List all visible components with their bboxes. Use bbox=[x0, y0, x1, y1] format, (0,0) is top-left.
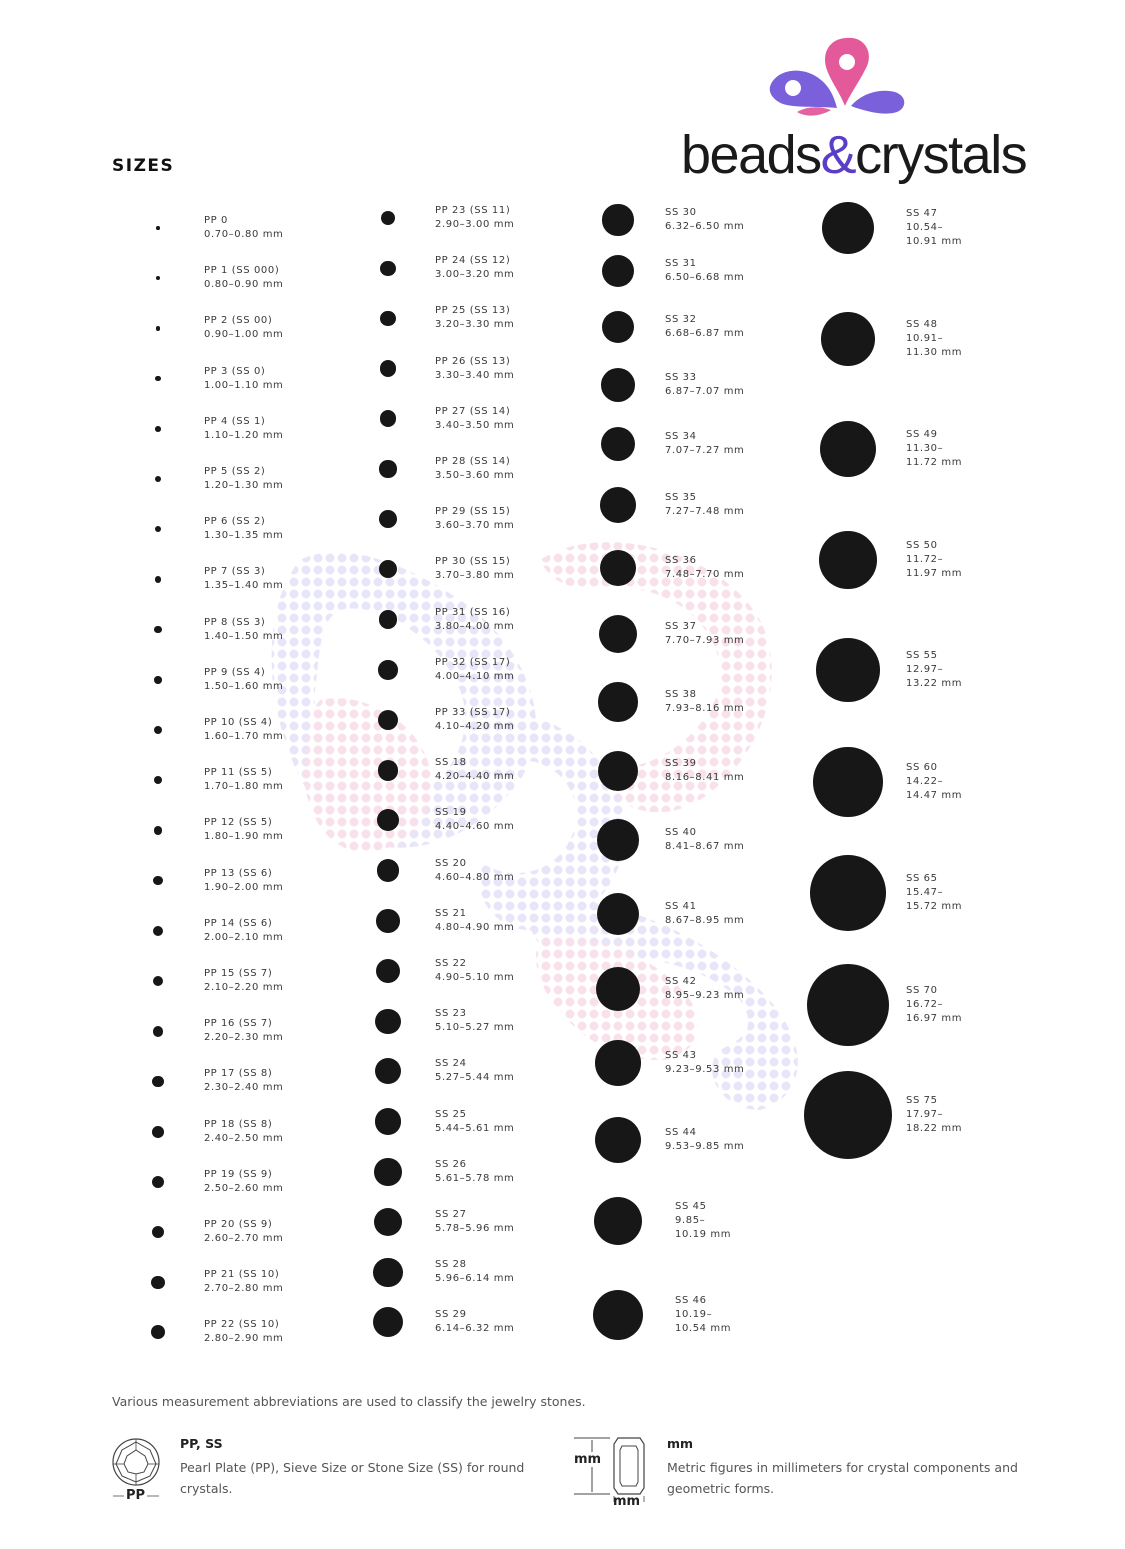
size-range: 9.85– bbox=[675, 1215, 706, 1226]
size-dot bbox=[807, 964, 889, 1046]
size-code: PP 25 (SS 13) bbox=[435, 305, 511, 317]
size-dot bbox=[156, 326, 161, 331]
size-dot bbox=[153, 876, 162, 885]
size-dot bbox=[599, 615, 637, 653]
size-range: 11.72 mm bbox=[906, 457, 963, 468]
size-range: 3.80–4.00 mm bbox=[435, 620, 515, 632]
size-label bbox=[435, 505, 514, 533]
size-label bbox=[204, 716, 283, 744]
size-code: SS 44 bbox=[665, 1127, 697, 1138]
size-label bbox=[906, 649, 962, 691]
size-dot bbox=[374, 1158, 402, 1186]
legend-pp-ss bbox=[180, 1436, 524, 1499]
size-label bbox=[204, 365, 283, 393]
size-dot bbox=[598, 682, 637, 721]
size-range: 3.00–3.20 mm bbox=[435, 269, 515, 281]
size-code: PP 6 (SS 2) bbox=[204, 516, 266, 528]
size-code: PP 9 (SS 4) bbox=[204, 666, 266, 678]
size-code: SS 20 bbox=[435, 857, 467, 869]
brand-logo bbox=[675, 30, 1027, 200]
size-code: SS 75 bbox=[906, 1095, 938, 1106]
size-label bbox=[435, 355, 514, 383]
size-label bbox=[906, 872, 962, 914]
size-range: 4.20–4.40 mm bbox=[435, 771, 515, 783]
size-range: 18.22 mm bbox=[906, 1123, 963, 1134]
size-dot bbox=[375, 1108, 402, 1135]
size-code: PP 11 (SS 5) bbox=[204, 767, 273, 779]
size-dot bbox=[373, 1258, 402, 1287]
size-label bbox=[204, 415, 283, 443]
size-label bbox=[665, 900, 744, 928]
size-label bbox=[665, 313, 744, 341]
size-label bbox=[204, 666, 283, 694]
size-label bbox=[204, 314, 283, 342]
size-code: SS 34 bbox=[665, 431, 697, 442]
size-label bbox=[665, 826, 744, 854]
size-code: PP 18 (SS 8) bbox=[204, 1118, 273, 1130]
size-code: PP 21 (SS 10) bbox=[204, 1269, 280, 1281]
page-title: SIZES bbox=[112, 156, 175, 176]
size-range: 3.60–3.70 mm bbox=[435, 520, 515, 532]
size-range: 1.40–1.50 mm bbox=[204, 630, 284, 642]
size-label bbox=[675, 1294, 731, 1336]
legend-mm-title: mm bbox=[667, 1436, 694, 1451]
size-label bbox=[435, 1108, 514, 1136]
size-label bbox=[906, 761, 962, 803]
size-dot bbox=[155, 376, 160, 381]
size-label bbox=[204, 1318, 283, 1346]
size-code: SS 49 bbox=[906, 429, 938, 440]
size-code: PP 33 (SS 17) bbox=[435, 707, 511, 718]
size-code: PP 24 (SS 12) bbox=[435, 255, 511, 267]
size-label bbox=[204, 565, 283, 593]
size-range: 5.27–5.44 mm bbox=[435, 1072, 515, 1084]
size-dot bbox=[602, 255, 634, 287]
size-range: 7.27–7.48 mm bbox=[665, 506, 745, 517]
size-range: 9.23–9.53 mm bbox=[665, 1064, 745, 1075]
size-label bbox=[435, 606, 514, 634]
size-label bbox=[204, 1067, 283, 1095]
size-label bbox=[435, 907, 514, 935]
size-code: SS 24 bbox=[435, 1058, 467, 1070]
size-dot bbox=[819, 531, 876, 588]
size-code: SS 33 bbox=[665, 372, 697, 383]
size-range: 2.40–2.50 mm bbox=[204, 1132, 284, 1144]
size-range: 3.50–3.60 mm bbox=[435, 470, 515, 481]
size-range: 7.48–7.70 mm bbox=[665, 569, 745, 580]
size-dot bbox=[152, 1176, 164, 1188]
size-range: 5.61–5.78 mm bbox=[435, 1172, 515, 1184]
size-code: PP 1 (SS 000) bbox=[204, 265, 280, 277]
size-label bbox=[665, 371, 744, 399]
size-dot bbox=[153, 926, 163, 936]
size-dot bbox=[813, 747, 883, 817]
size-range: 3.40–3.50 mm bbox=[435, 419, 515, 431]
size-range: 4.90–5.10 mm bbox=[435, 972, 515, 983]
size-range: 8.95–9.23 mm bbox=[665, 990, 745, 1001]
size-range: 6.87–7.07 mm bbox=[665, 386, 745, 397]
size-range: 1.50–1.60 mm bbox=[204, 680, 284, 692]
size-code: SS 48 bbox=[906, 319, 938, 330]
size-code: SS 26 bbox=[435, 1158, 467, 1170]
size-range: 0.80–0.90 mm bbox=[204, 279, 284, 291]
size-code: SS 19 bbox=[435, 807, 467, 819]
size-range: 11.72– bbox=[906, 554, 944, 565]
legend-mm-text: Metric figures in millimeters for crystal components and geometric forms. bbox=[667, 1460, 1018, 1496]
size-dot bbox=[820, 421, 876, 477]
measurement-note: Various measurement abbreviations are used to classify the jewelry stones. bbox=[112, 1394, 586, 1409]
size-code: SS 39 bbox=[665, 758, 697, 769]
size-range: 7.93–8.16 mm bbox=[665, 703, 745, 714]
size-label bbox=[204, 214, 283, 242]
size-code: PP 28 (SS 14) bbox=[435, 456, 511, 467]
size-label bbox=[435, 455, 514, 483]
butterfly-logo-icon bbox=[675, 30, 1005, 130]
size-code: SS 55 bbox=[906, 650, 938, 661]
size-code: PP 13 (SS 6) bbox=[204, 867, 273, 879]
size-label bbox=[906, 1094, 962, 1136]
size-code: SS 25 bbox=[435, 1108, 467, 1120]
size-label bbox=[906, 207, 962, 249]
size-code: SS 22 bbox=[435, 958, 467, 969]
size-label bbox=[435, 1258, 514, 1286]
size-label bbox=[435, 706, 514, 734]
size-range: 10.19 mm bbox=[675, 1229, 732, 1240]
size-dot bbox=[378, 710, 398, 730]
size-range: 4.40–4.60 mm bbox=[435, 821, 515, 833]
size-label bbox=[435, 204, 514, 232]
size-label bbox=[665, 975, 744, 1003]
size-label bbox=[435, 555, 514, 583]
size-dot bbox=[154, 626, 161, 633]
size-code: SS 38 bbox=[665, 689, 697, 700]
size-dot bbox=[375, 1009, 400, 1034]
size-label bbox=[906, 318, 962, 360]
size-code: SS 65 bbox=[906, 873, 938, 884]
size-code: PP 8 (SS 3) bbox=[204, 616, 266, 628]
size-dot bbox=[378, 760, 399, 781]
size-dot bbox=[598, 751, 638, 791]
size-code: SS 40 bbox=[665, 827, 697, 838]
size-label bbox=[435, 957, 514, 985]
size-range: 11.97 mm bbox=[906, 568, 963, 579]
size-range: 4.80–4.90 mm bbox=[435, 921, 515, 933]
size-code: SS 60 bbox=[906, 762, 938, 773]
size-range: 5.78–5.96 mm bbox=[435, 1223, 515, 1234]
size-range: 16.72– bbox=[906, 999, 944, 1010]
size-code: PP 19 (SS 9) bbox=[204, 1168, 273, 1180]
size-code: PP 0 bbox=[204, 215, 229, 226]
size-label bbox=[204, 616, 283, 644]
size-dot bbox=[380, 311, 396, 327]
size-dot bbox=[155, 476, 161, 482]
size-range: 15.47– bbox=[906, 887, 944, 898]
size-range: 5.44–5.61 mm bbox=[435, 1122, 515, 1134]
size-dot bbox=[152, 1126, 164, 1138]
size-label bbox=[204, 867, 283, 895]
size-dot bbox=[596, 967, 640, 1011]
size-code: PP 26 (SS 13) bbox=[435, 355, 511, 367]
size-range: 1.10–1.20 mm bbox=[204, 429, 284, 441]
size-code: PP 10 (SS 4) bbox=[204, 717, 273, 728]
size-range: 10.54– bbox=[906, 222, 944, 233]
size-code: SS 41 bbox=[665, 901, 697, 912]
size-dot bbox=[601, 368, 635, 402]
size-dot bbox=[821, 312, 875, 366]
size-range: 10.91– bbox=[906, 333, 944, 344]
size-range: 1.30–1.35 mm bbox=[204, 530, 284, 542]
size-range: 7.07–7.27 mm bbox=[665, 445, 745, 456]
size-dot bbox=[810, 855, 886, 931]
size-dot bbox=[379, 510, 397, 528]
pp-icon-label: PP bbox=[126, 1488, 146, 1503]
legend-mm bbox=[667, 1436, 1018, 1499]
size-label bbox=[204, 1168, 283, 1196]
size-range: 2.20–2.30 mm bbox=[204, 1032, 284, 1044]
size-label bbox=[435, 1158, 514, 1186]
size-code: PP 12 (SS 5) bbox=[204, 817, 273, 829]
size-range: 1.90–2.00 mm bbox=[204, 881, 284, 893]
size-range: 3.70–3.80 mm bbox=[435, 570, 515, 582]
size-range: 15.72 mm bbox=[906, 901, 963, 912]
size-dot bbox=[377, 859, 400, 882]
size-code: SS 23 bbox=[435, 1008, 467, 1020]
size-code: SS 46 bbox=[675, 1295, 707, 1306]
size-range: 13.22 mm bbox=[906, 678, 963, 689]
size-range: 4.60–4.80 mm bbox=[435, 871, 515, 883]
size-range: 1.80–1.90 mm bbox=[204, 831, 284, 843]
size-code: SS 47 bbox=[906, 208, 938, 219]
size-label bbox=[435, 254, 514, 282]
size-range: 11.30 mm bbox=[906, 347, 963, 358]
size-label bbox=[665, 757, 744, 785]
size-code: SS 37 bbox=[665, 621, 697, 632]
size-code: PP 15 (SS 7) bbox=[204, 968, 273, 979]
size-code: PP 2 (SS 00) bbox=[204, 315, 273, 327]
size-code: SS 36 bbox=[665, 555, 697, 566]
size-code: PP 4 (SS 1) bbox=[204, 415, 266, 427]
size-range: 4.10–4.20 mm bbox=[435, 721, 515, 732]
size-dot bbox=[154, 826, 163, 835]
size-label bbox=[435, 806, 514, 834]
size-code: PP 32 (SS 17) bbox=[435, 656, 511, 668]
legend-pp-ss-title: PP, SS bbox=[180, 1436, 223, 1451]
size-label bbox=[204, 1017, 283, 1045]
size-range: 4.00–4.10 mm bbox=[435, 670, 515, 682]
size-range: 16.97 mm bbox=[906, 1013, 963, 1024]
size-code: PP 29 (SS 15) bbox=[435, 506, 511, 518]
size-code: PP 20 (SS 9) bbox=[204, 1219, 273, 1230]
size-range: 11.30– bbox=[906, 443, 944, 454]
size-label bbox=[665, 491, 744, 519]
size-code: SS 21 bbox=[435, 907, 467, 919]
size-code: PP 22 (SS 10) bbox=[204, 1319, 280, 1331]
size-range: 10.91 mm bbox=[906, 236, 963, 247]
size-range: 2.00–2.10 mm bbox=[204, 931, 284, 943]
size-code: SS 43 bbox=[665, 1050, 697, 1061]
size-range: 12.97– bbox=[906, 664, 944, 675]
size-dot bbox=[155, 576, 162, 583]
size-code: SS 42 bbox=[665, 976, 697, 987]
size-dot bbox=[602, 204, 633, 235]
size-label bbox=[204, 515, 283, 543]
size-code: SS 28 bbox=[435, 1259, 467, 1271]
size-code: PP 17 (SS 8) bbox=[204, 1068, 273, 1080]
size-label bbox=[665, 1126, 744, 1154]
size-range: 6.50–6.68 mm bbox=[665, 272, 745, 283]
size-dot bbox=[153, 1026, 164, 1037]
size-label bbox=[204, 766, 283, 794]
legend-pp-ss-text: Pearl Plate (PP), Sieve Size or Stone Size (SS) for round crystals. bbox=[180, 1460, 525, 1496]
size-label bbox=[204, 1218, 283, 1246]
size-label bbox=[906, 428, 962, 470]
size-range: 0.70–0.80 mm bbox=[204, 229, 284, 240]
size-label bbox=[435, 857, 514, 885]
size-label bbox=[435, 1057, 514, 1085]
size-label bbox=[204, 967, 283, 995]
size-dot bbox=[154, 726, 162, 734]
size-code: SS 35 bbox=[665, 492, 697, 503]
size-range: 3.20–3.30 mm bbox=[435, 319, 515, 331]
size-range: 6.32–6.50 mm bbox=[665, 221, 745, 232]
size-label bbox=[204, 917, 283, 945]
size-range: 2.30–2.40 mm bbox=[204, 1082, 284, 1094]
size-range: 6.14–6.32 mm bbox=[435, 1323, 515, 1335]
size-range: 7.70–7.93 mm bbox=[665, 635, 745, 646]
size-range: 1.20–1.30 mm bbox=[204, 480, 284, 491]
size-label bbox=[435, 304, 514, 332]
size-range: 1.70–1.80 mm bbox=[204, 781, 284, 793]
size-code: SS 30 bbox=[665, 207, 697, 218]
size-label bbox=[435, 1007, 514, 1035]
size-dot bbox=[151, 1276, 164, 1289]
size-label bbox=[435, 756, 514, 784]
size-range: 3.30–3.40 mm bbox=[435, 369, 515, 381]
size-code: PP 3 (SS 0) bbox=[204, 365, 266, 377]
size-label bbox=[204, 816, 283, 844]
size-code: PP 23 (SS 11) bbox=[435, 205, 511, 216]
size-code: SS 18 bbox=[435, 757, 467, 769]
size-range: 6.68–6.87 mm bbox=[665, 328, 745, 339]
size-range: 1.35–1.40 mm bbox=[204, 580, 284, 592]
size-label bbox=[665, 688, 744, 716]
size-dot bbox=[600, 487, 636, 523]
size-label bbox=[665, 206, 744, 234]
size-range: 1.00–1.10 mm bbox=[204, 379, 284, 391]
size-code: PP 31 (SS 16) bbox=[435, 606, 511, 618]
size-label bbox=[435, 405, 514, 433]
size-dot bbox=[380, 261, 395, 276]
brand-wordmark: beads&crystals bbox=[681, 125, 1027, 185]
size-dot bbox=[378, 660, 398, 680]
size-range: 0.90–1.00 mm bbox=[204, 329, 284, 341]
size-range: 2.10–2.20 mm bbox=[204, 982, 284, 993]
size-code: SS 70 bbox=[906, 985, 938, 996]
size-range: 2.70–2.80 mm bbox=[204, 1283, 284, 1295]
size-code: PP 5 (SS 2) bbox=[204, 466, 266, 477]
size-code: SS 31 bbox=[665, 258, 697, 269]
size-code: SS 45 bbox=[675, 1201, 707, 1212]
size-code: SS 32 bbox=[665, 314, 697, 325]
size-dot bbox=[154, 676, 162, 684]
size-label bbox=[906, 984, 962, 1026]
size-range: 14.47 mm bbox=[906, 790, 963, 801]
size-label bbox=[665, 1049, 744, 1077]
size-code: PP 14 (SS 6) bbox=[204, 917, 273, 929]
size-dot bbox=[376, 909, 400, 933]
size-range: 2.50–2.60 mm bbox=[204, 1182, 284, 1194]
size-range: 8.41–8.67 mm bbox=[665, 841, 745, 852]
size-label bbox=[665, 430, 744, 458]
size-range: 2.60–2.70 mm bbox=[204, 1233, 284, 1244]
size-code: PP 7 (SS 3) bbox=[204, 566, 266, 578]
size-code: SS 50 bbox=[906, 540, 938, 551]
size-range: 5.10–5.27 mm bbox=[435, 1022, 515, 1034]
size-range: 14.22– bbox=[906, 776, 944, 787]
size-code: PP 30 (SS 15) bbox=[435, 556, 511, 568]
size-label bbox=[665, 257, 744, 285]
size-label bbox=[435, 656, 514, 684]
size-dot bbox=[595, 1040, 640, 1085]
mm-icon-label-bottom: mm bbox=[613, 1494, 641, 1509]
size-label bbox=[665, 554, 744, 582]
size-range: 10.54 mm bbox=[675, 1323, 732, 1334]
mm-icon-label-side: mm bbox=[574, 1452, 602, 1467]
size-dot bbox=[597, 819, 638, 860]
size-range: 8.67–8.95 mm bbox=[665, 915, 745, 926]
size-range: 10.19– bbox=[675, 1309, 713, 1320]
size-dot bbox=[593, 1290, 643, 1340]
size-range: 17.97– bbox=[906, 1109, 944, 1120]
size-range: 9.53–9.85 mm bbox=[665, 1141, 745, 1152]
size-label bbox=[204, 465, 283, 493]
size-dot bbox=[379, 460, 396, 477]
size-label bbox=[906, 539, 962, 581]
size-code: SS 29 bbox=[435, 1309, 467, 1321]
size-range: 5.96–6.14 mm bbox=[435, 1273, 515, 1285]
size-range: 8.16–8.41 mm bbox=[665, 772, 745, 783]
size-dot bbox=[822, 202, 874, 254]
size-label bbox=[435, 1208, 514, 1236]
size-dot bbox=[156, 226, 160, 230]
size-dot bbox=[376, 959, 400, 983]
size-label bbox=[675, 1200, 731, 1242]
size-range: 2.90–3.00 mm bbox=[435, 219, 515, 230]
size-dot bbox=[152, 1076, 163, 1087]
size-label bbox=[665, 620, 744, 648]
size-range: 1.60–1.70 mm bbox=[204, 731, 284, 742]
size-code: SS 27 bbox=[435, 1209, 467, 1220]
size-label bbox=[204, 1118, 283, 1146]
size-dot bbox=[804, 1071, 892, 1159]
size-dot bbox=[155, 426, 161, 432]
size-dot bbox=[380, 360, 396, 376]
size-dot bbox=[816, 638, 880, 702]
size-code: PP 27 (SS 14) bbox=[435, 405, 511, 417]
size-range: 2.80–2.90 mm bbox=[204, 1333, 284, 1345]
size-label bbox=[435, 1308, 514, 1336]
size-code: PP 16 (SS 7) bbox=[204, 1018, 273, 1030]
size-label bbox=[204, 1268, 283, 1296]
size-label bbox=[204, 264, 283, 292]
